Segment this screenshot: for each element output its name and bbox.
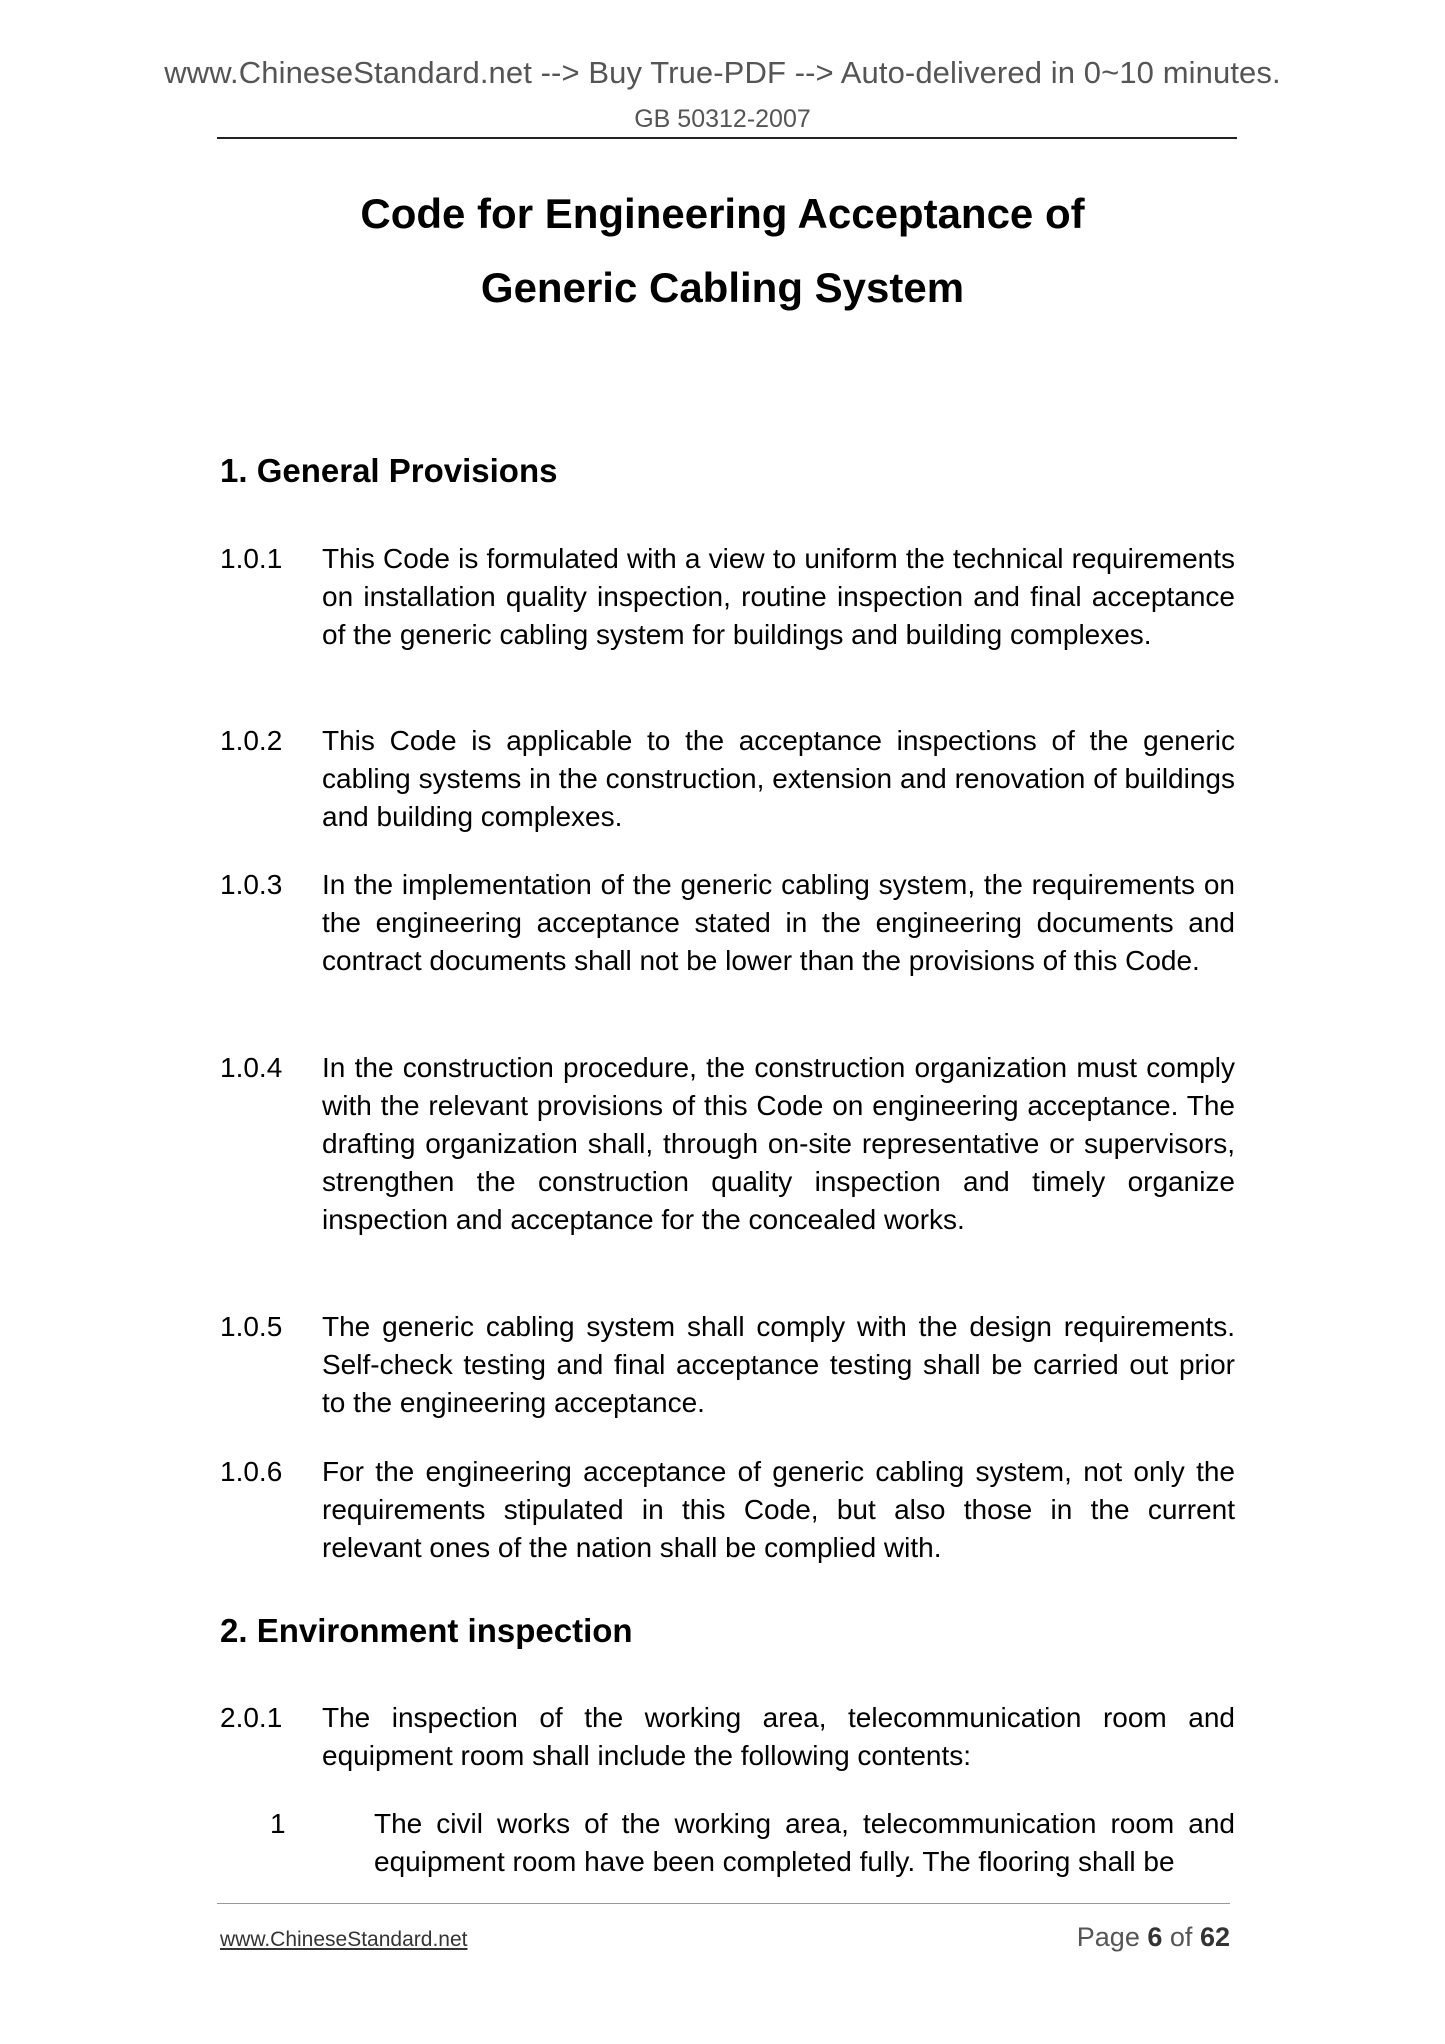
page-prefix: Page: [1076, 1922, 1140, 1952]
clause-number: 1.0.1: [220, 543, 283, 574]
footer-divider: [217, 1903, 1230, 1904]
clause-number: 1.0.2: [220, 725, 283, 756]
page-current: 6: [1147, 1922, 1163, 1952]
clause-text: The inspection of the working area, telecommunication room and equipment room shall include the following contents:: [322, 1702, 1235, 1771]
clause-1-0-5: [220, 1308, 1235, 1422]
header-divider: [217, 137, 1237, 139]
clause-text: In the implementation of the generic cabling system, the requirements on the engineering acceptance stated in the engineering documents and contract documents shall not be lower than the provisions of this Code.: [322, 869, 1235, 976]
page-total: 62: [1199, 1922, 1230, 1952]
clause-number: 2.0.1: [220, 1702, 283, 1733]
clause-1-0-2: [220, 722, 1235, 836]
item-text: The civil works of the working area, telecommunication room and equipment room have been completed fully. The flooring shall be: [374, 1808, 1235, 1877]
clause-text: The generic cabling system shall comply with the design requirements. Self-check testing and final acceptance testing shall be carried out prior to the engineering acceptance.: [322, 1311, 1235, 1418]
standard-code: GB 50312-2007: [634, 105, 811, 133]
page-of: of: [1169, 1922, 1193, 1952]
clause-1-0-6: [220, 1453, 1235, 1567]
document-title-line-1: Code for Engineering Acceptance of: [360, 190, 1085, 237]
clause-1-0-1: [220, 540, 1235, 654]
clause-text: This Code is formulated with a view to uniform the technical requirements on installation quality inspection, routine inspection and final acceptance of the generic cabling system for buildings and building complexes.: [322, 543, 1235, 650]
clause-text: In the construction procedure, the construction organization must comply with the relevant provisions of this Code on engineering acceptance. The drafting organization shall, through on-site representative or supervisors, strengthen the construction quality inspection and timely organize inspection and acceptance for the concealed works.: [322, 1052, 1235, 1235]
document-title-line-2: Generic Cabling System: [480, 264, 965, 311]
item-number: 1: [270, 1808, 286, 1839]
list-item: [220, 1805, 1235, 1881]
clause-number: 1.0.5: [220, 1311, 283, 1342]
footer-site-link[interactable]: www.ChineseStandard.net: [220, 1928, 468, 1951]
clause-2-0-1: [220, 1699, 1235, 1775]
clause-text: For the engineering acceptance of generic cabling system, not only the requirements stipulated in this Code, but also those in the current relevant ones of the nation shall be complied with.: [322, 1456, 1235, 1563]
clause-1-0-4: [220, 1049, 1235, 1239]
clause-number: 1.0.3: [220, 869, 283, 900]
header-banner: www.ChineseStandard.net --> Buy True-PDF --> Auto-delivered in 0~10 minutes.: [164, 55, 1281, 90]
clause-number: 1.0.4: [220, 1052, 283, 1083]
section-heading-general-provisions: 1. General Provisions: [220, 452, 558, 489]
section-heading-environment-inspection: 2. Environment inspection: [220, 1612, 633, 1649]
clause-text: This Code is applicable to the acceptance inspections of the generic cabling systems in the construction, extension and renovation of buildings and building complexes.: [322, 725, 1235, 832]
clause-number: 1.0.6: [220, 1456, 283, 1487]
clause-1-0-3: [220, 866, 1235, 980]
page-number: [1070, 1922, 1230, 1953]
